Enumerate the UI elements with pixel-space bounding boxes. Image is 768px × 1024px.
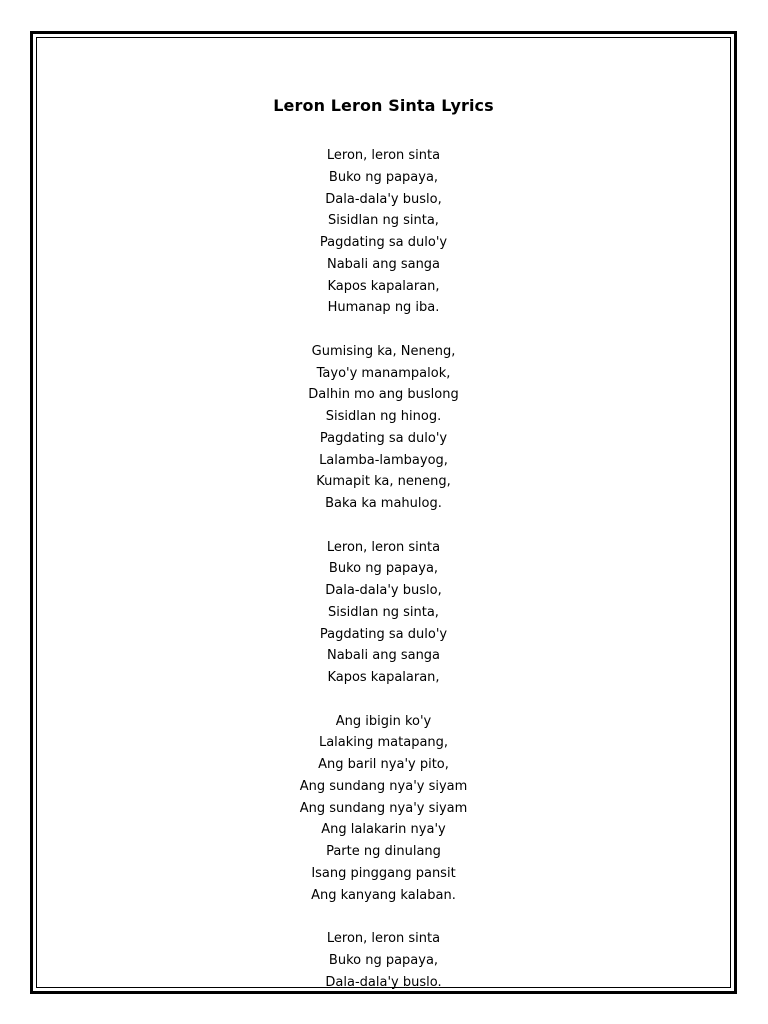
page-border-outer [30,31,737,994]
lyric-line: Parte ng dinulang [326,844,441,859]
lyric-line: Baka ka mahulog. [325,496,442,511]
lyric-line: Isang pinggang pansit [311,865,456,881]
lyric-line: Ang kanyang kalaban. [311,887,456,903]
stanza [33,928,734,993]
lyric-line: Dala-dala'y buslo, [325,191,442,207]
lyric-line: Lalaking matapang, [318,735,449,751]
lyric-line: Gumising ka, Neneng, [311,343,456,359]
lyric-line: Kapos kapalaran, [327,278,440,294]
lyric-line: Sisidlan ng sinta, [328,604,439,620]
lyric-line: Kapos kapalaran, [327,670,440,685]
lyric-line: Ang sundang nya'y siyam [299,778,468,794]
stanza [33,537,734,689]
lyric-line: Tayo'y manampalok, [316,365,451,381]
lyric-line: Leron, leron sinta [326,539,441,555]
lyric-line: Buko ng papaya, [328,952,439,968]
lyric-line: Nabali ang sanga [326,648,441,664]
lyric-line: Pagdating sa dulo'y [319,430,448,446]
lyric-line: Pagdating sa dulo'y [319,626,448,642]
lyric-line: Humanap ng iba. [327,300,440,316]
lyric-line: Sisidlan ng hinog. [325,409,442,424]
lyric-line: Nabali ang sanga [326,256,441,272]
lyric-line: Ang ibigin ko'y [335,713,432,729]
lyric-line: Ang sundang nya'y siyam [299,800,468,816]
lyrics-body [33,145,734,994]
lyrics-title: Leron Leron Sinta Lyrics [273,96,494,115]
lyric-line: Buko ng papaya, [328,169,439,185]
lyric-line: Leron, leron sinta [326,931,441,946]
lyric-line: Pagdating sa dulo'y [319,235,448,250]
lyric-line: Lalamba-lambayog, [319,452,448,468]
lyric-line: Dalhin mo ang buslong [308,387,459,403]
lyric-line: Sisidlan ng sinta, [328,213,439,229]
lyric-line: Dala-dala'y buslo, [325,583,442,598]
lyric-line: Leron, leron sinta [326,148,441,163]
stanza [33,145,734,319]
lyric-line: Ang lalakarin nya'y [321,822,446,838]
lyric-line: Kumapit ka, neneng, [316,474,451,490]
stanza [33,341,734,515]
lyric-line: Dala-dala'y buslo. [325,974,442,990]
lyric-line: Buko ng papaya, [328,561,439,577]
stanza [33,711,734,907]
lyric-line: Ang baril nya'y pito, [318,757,449,772]
